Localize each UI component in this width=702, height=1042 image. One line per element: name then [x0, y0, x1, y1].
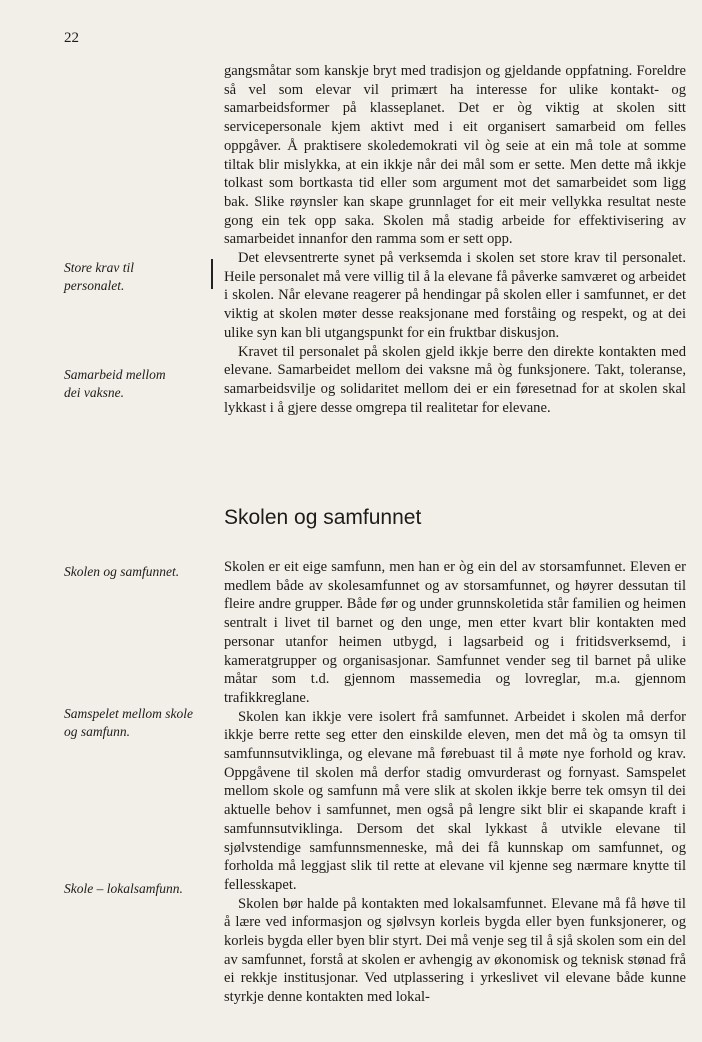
- paragraph: Skolen er eit eige samfunn, men han er òg ein del av storsamfunnet. Eleven er medlem både av skolesamfunnet og av storsamfunnet, og høyrer dessutan til fleire andre grupper. Både før og under grunnskoletida står familien og heimen sentralt i livet til barnet og den unge, men etter kvart blir kontakten med personar utanfor heimen utbygd, i lagsarbeid og i fritidsverksemd, i kameratgrupper og organisasjonar. Samfunnet vender seg til barnet på ulike måtar som t.d. gjennom massemedia og lovreglar, m.a. gjennom trafikkreglane.: [224, 559, 686, 706]
- margin-note-line: Skole – lokalsamfunn.: [64, 881, 183, 896]
- margin-note-line: personalet.: [64, 278, 125, 293]
- paragraph: Det elevsentrerte synet på verksemda i skolen set store krav til personalet. Heile personalet må vere villig til å la elevane få påverke samværet og arbeidet i skolen. Når elevane reagerer på hendingar på skolen eller i samfunnet, er det viktig at skolen møter desse reaksjonane med forståing og respekt, og at dei ulike syn kan bli utgangspunkt for ein fruktbar diskusjon.: [224, 250, 686, 341]
- margin-note-line: Store krav til: [64, 260, 134, 275]
- paragraph: gangsmåtar som kanskje bryt med tradisjon og gjeldande oppfatning. Foreldre så vel som elevar vil primært ha interesse for ulike kontakt- og samarbeidsformer på klasseplanet. Det er òg viktig at skolen sitt servicepersonale kjem aktivt med i eit organisert samarbeid om felles oppgåver. Å praktisere skoledemokrati vil òg seie at ein må tole at somme tiltak blir mislykka, at ein ikkje når dei mål som er sette. Men dette må ikkje tolkast som bortkasta tid eller som argument mot det samarbeidet som ligg bak. Slike røynsler kan skape grunnlaget for eit meir vellykka resultat neste gong ein tek opp saka. Skolen må stadig arbeide for effektivisering av samarbeidet innanfor den ramma som er sett opp.: [224, 63, 686, 248]
- margin-note-samarbeid: [64, 366, 214, 402]
- section-heading: Skolen og samfunnet: [224, 506, 422, 529]
- margin-note-store-krav: [64, 259, 214, 295]
- margin-note-line: og samfunn.: [64, 724, 131, 739]
- margin-note-skolen-samfunnet: [64, 563, 214, 581]
- paragraph: Skolen bør halde på kontakten med lokalsamfunnet. Elevane må få høve til å lære ved informasjon og sjølvsyn korleis bygda eller byen funksjonerer, og korleis bygda eller byen blir styrt. Dei må venje seg til å sjå skolen som ein del av samfunnet, forstå at skolen er avhengig av økonomisk og teknisk stønad frå ei rekkje institusjonar. Ved utplassering i yrkeslivet vil elevane både kunne styrkje denne kontakten med lokal-: [224, 895, 686, 1006]
- paragraph: Kravet til personalet på skolen gjeld ikkje berre den direkte kontakten med elevane. Samarbeidet mellom dei vaksne må òg funksjonere. Takt, toleranse, samarbeidsvilje og solidaritet mellom dei er ein føresetnad for at skolen skal lykkast i å gjere desse omgrepa til realitetar for elevane.: [224, 343, 686, 416]
- margin-note-lokalsamfunn: [64, 880, 214, 898]
- margin-note-line: Samarbeid mellom: [64, 367, 166, 382]
- body-section-1: [224, 62, 686, 417]
- body-section-2: [224, 558, 686, 1007]
- margin-note-line: Skolen og samfunnet.: [64, 564, 180, 579]
- margin-note-line: Samspelet mellom skole: [64, 706, 193, 721]
- page-number: 22: [64, 30, 79, 46]
- margin-note-samspelet: [64, 705, 214, 741]
- paragraph: Skolen kan ikkje vere isolert frå samfunnet. Arbeidet i skolen må derfor ikkje berre rette seg etter den einskilde eleven, men det må òg ta omsyn til samfunnsutviklinga, og elevane må førebuast til å møte nye forhold og krav. Oppgåvene til skolen må derfor stadig omvurderast og fornyast. Samspelet mellom skole og samfunn må vere slik at skolen ikkje berre tek omsyn til dei aktuelle behov i samfunnet, men også på lengre sikt blir ei skapande kraft i samfunnsutviklinga. Dersom det skal lykkast å utvikle elevane til sjølvstendige samfunnsmenneske, må dei få kunnskap om samfunnet, og forholda må leggjast slik til rette at elevane vil kjenne seg nærmare knytte til fellesskapet.: [224, 708, 686, 893]
- margin-note-line: dei vaksne.: [64, 385, 124, 400]
